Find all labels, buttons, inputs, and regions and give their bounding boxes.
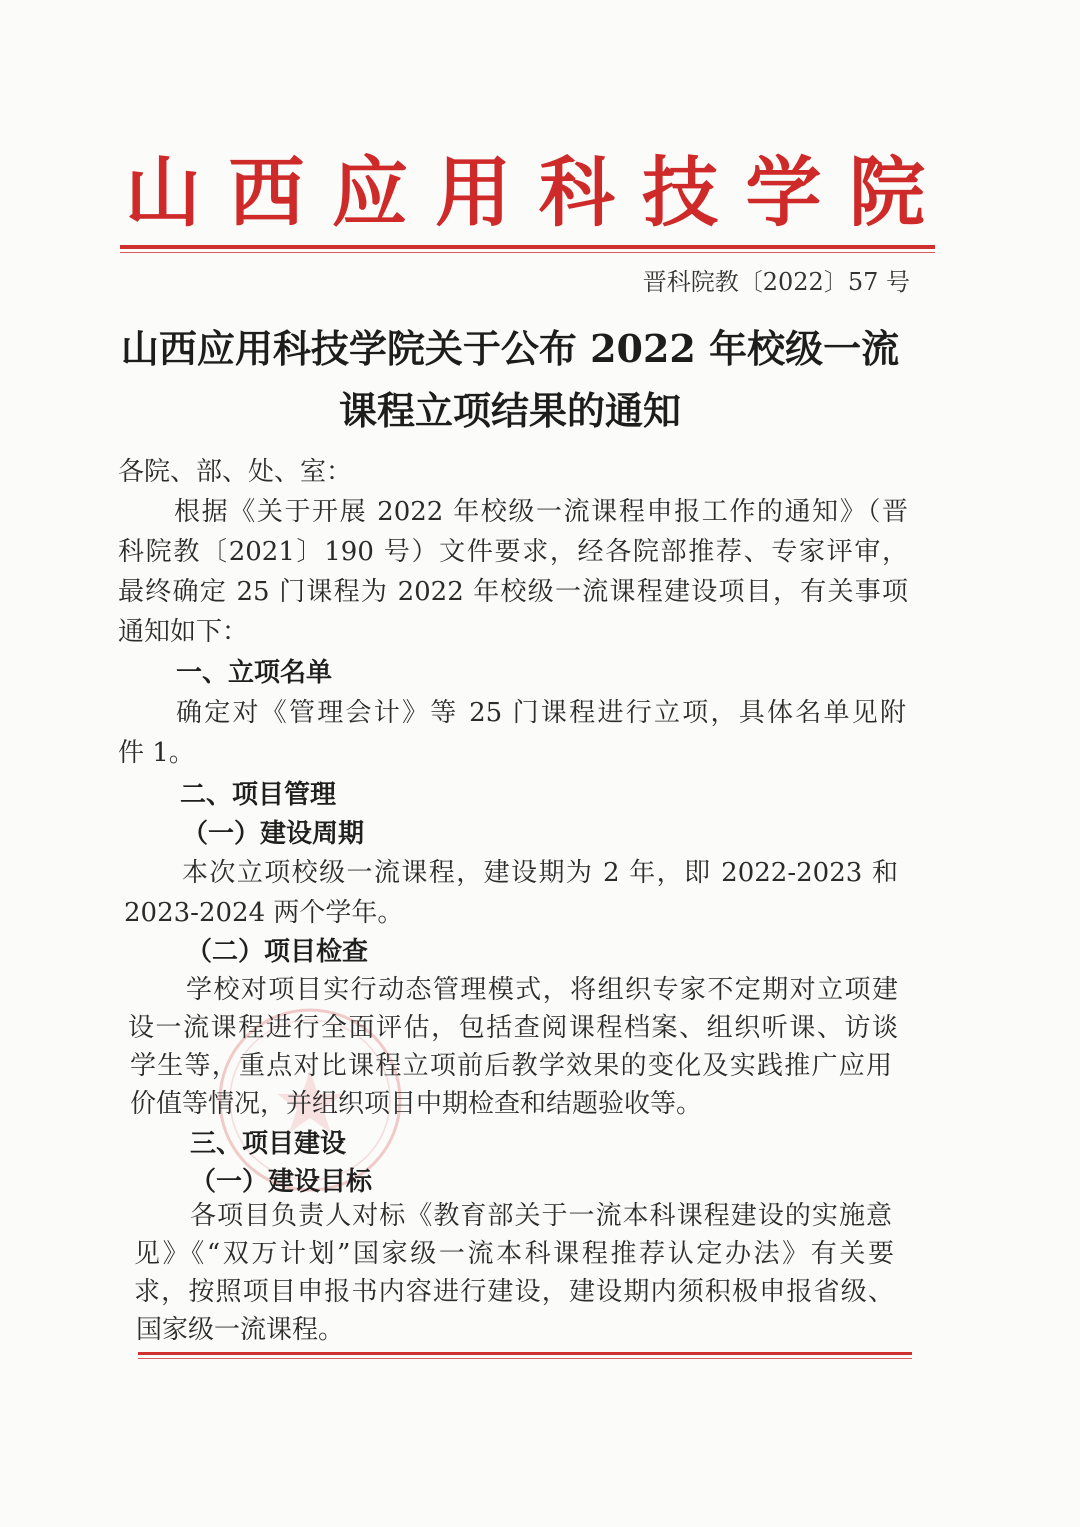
section-2-sub1-text: 2023-2024 两个学年。 <box>124 898 404 928</box>
institution-header <box>125 148 925 238</box>
section-2-sub2-text: 学生等，重点对比课程立项前后教学效果的变化及实践推广应用 <box>130 1051 892 1081</box>
institution-char: 西 <box>228 148 305 237</box>
section-2-sub2-text: 价值等情况，并组织项目中期检查和结题验收等。 <box>130 1089 703 1119</box>
title-line-1: 山西应用科技学院关于公布 2022 年校级一流 <box>120 326 900 371</box>
intro-line: 科院教〔2021〕190 号）文件要求，经各院部推荐、专家评审， <box>118 537 908 567</box>
document-title <box>110 318 910 442</box>
section-1-text: 确定对《管理会计》等 25 门课程进行立项，具体名单见附 <box>176 698 906 728</box>
institution-char: 科 <box>538 148 615 237</box>
section-2-sub1-text: 本次立项校级一流课程，建设期为 2 年，即 2022-2023 和 <box>182 858 898 888</box>
header-divider <box>120 245 935 249</box>
intro-line: 通知如下： <box>118 617 249 647</box>
institution-char: 山 <box>125 148 201 237</box>
section-2-heading: 二、项目管理 <box>180 780 337 810</box>
salutation: 各院、部、处、室： <box>118 457 353 487</box>
title-line-2: 课程立项结果的通知 <box>338 388 681 433</box>
section-3-heading: 三、项目建设 <box>190 1129 347 1159</box>
section-3-sub1-text: 见》《“双万计划”国家级一流本科课程推荐认定办法》有关要 <box>134 1239 894 1269</box>
section-3-sub1-text: 各项目负责人对标《教育部关于一流本科课程建设的实施意 <box>190 1201 892 1231</box>
section-2-sub2-heading: （二）项目检查 <box>186 937 369 967</box>
section-3-sub1-heading: （一）建设目标 <box>190 1167 373 1197</box>
section-3-sub1-text: 国家级一流课程。 <box>136 1315 345 1345</box>
footer-divider-thin <box>138 1358 912 1359</box>
institution-char: 院 <box>848 148 925 237</box>
institution-char: 技 <box>642 148 719 237</box>
institution-char: 用 <box>435 148 512 237</box>
section-2-sub2-text: 学校对项目实行动态管理模式，将组织专家不定期对立项建 <box>186 975 898 1005</box>
document-number: 晋科院教〔2022〕57 号 <box>642 268 910 296</box>
section-1-text: 件 1。 <box>118 738 195 768</box>
section-2-sub1-heading: （一）建设周期 <box>182 819 365 849</box>
intro-line: 最终确定 25 门课程为 2022 年校级一流课程建设项目，有关事项 <box>118 577 908 607</box>
intro-line: 根据《关于开展 2022 年校级一流课程申报工作的通知》（晋 <box>174 497 908 527</box>
institution-char: 应 <box>331 148 408 237</box>
header-divider-thin <box>120 252 935 253</box>
footer-divider <box>138 1352 912 1355</box>
institution-char: 学 <box>745 148 822 237</box>
section-3-sub1-text: 求，按照项目申报书内容进行建设，建设期内须积极申报省级、 <box>134 1277 894 1307</box>
section-1-heading: 一、立项名单 <box>176 658 333 688</box>
section-2-sub2-text: 设一流课程进行全面评估，包括查阅课程档案、组织听课、访谈 <box>128 1013 898 1043</box>
